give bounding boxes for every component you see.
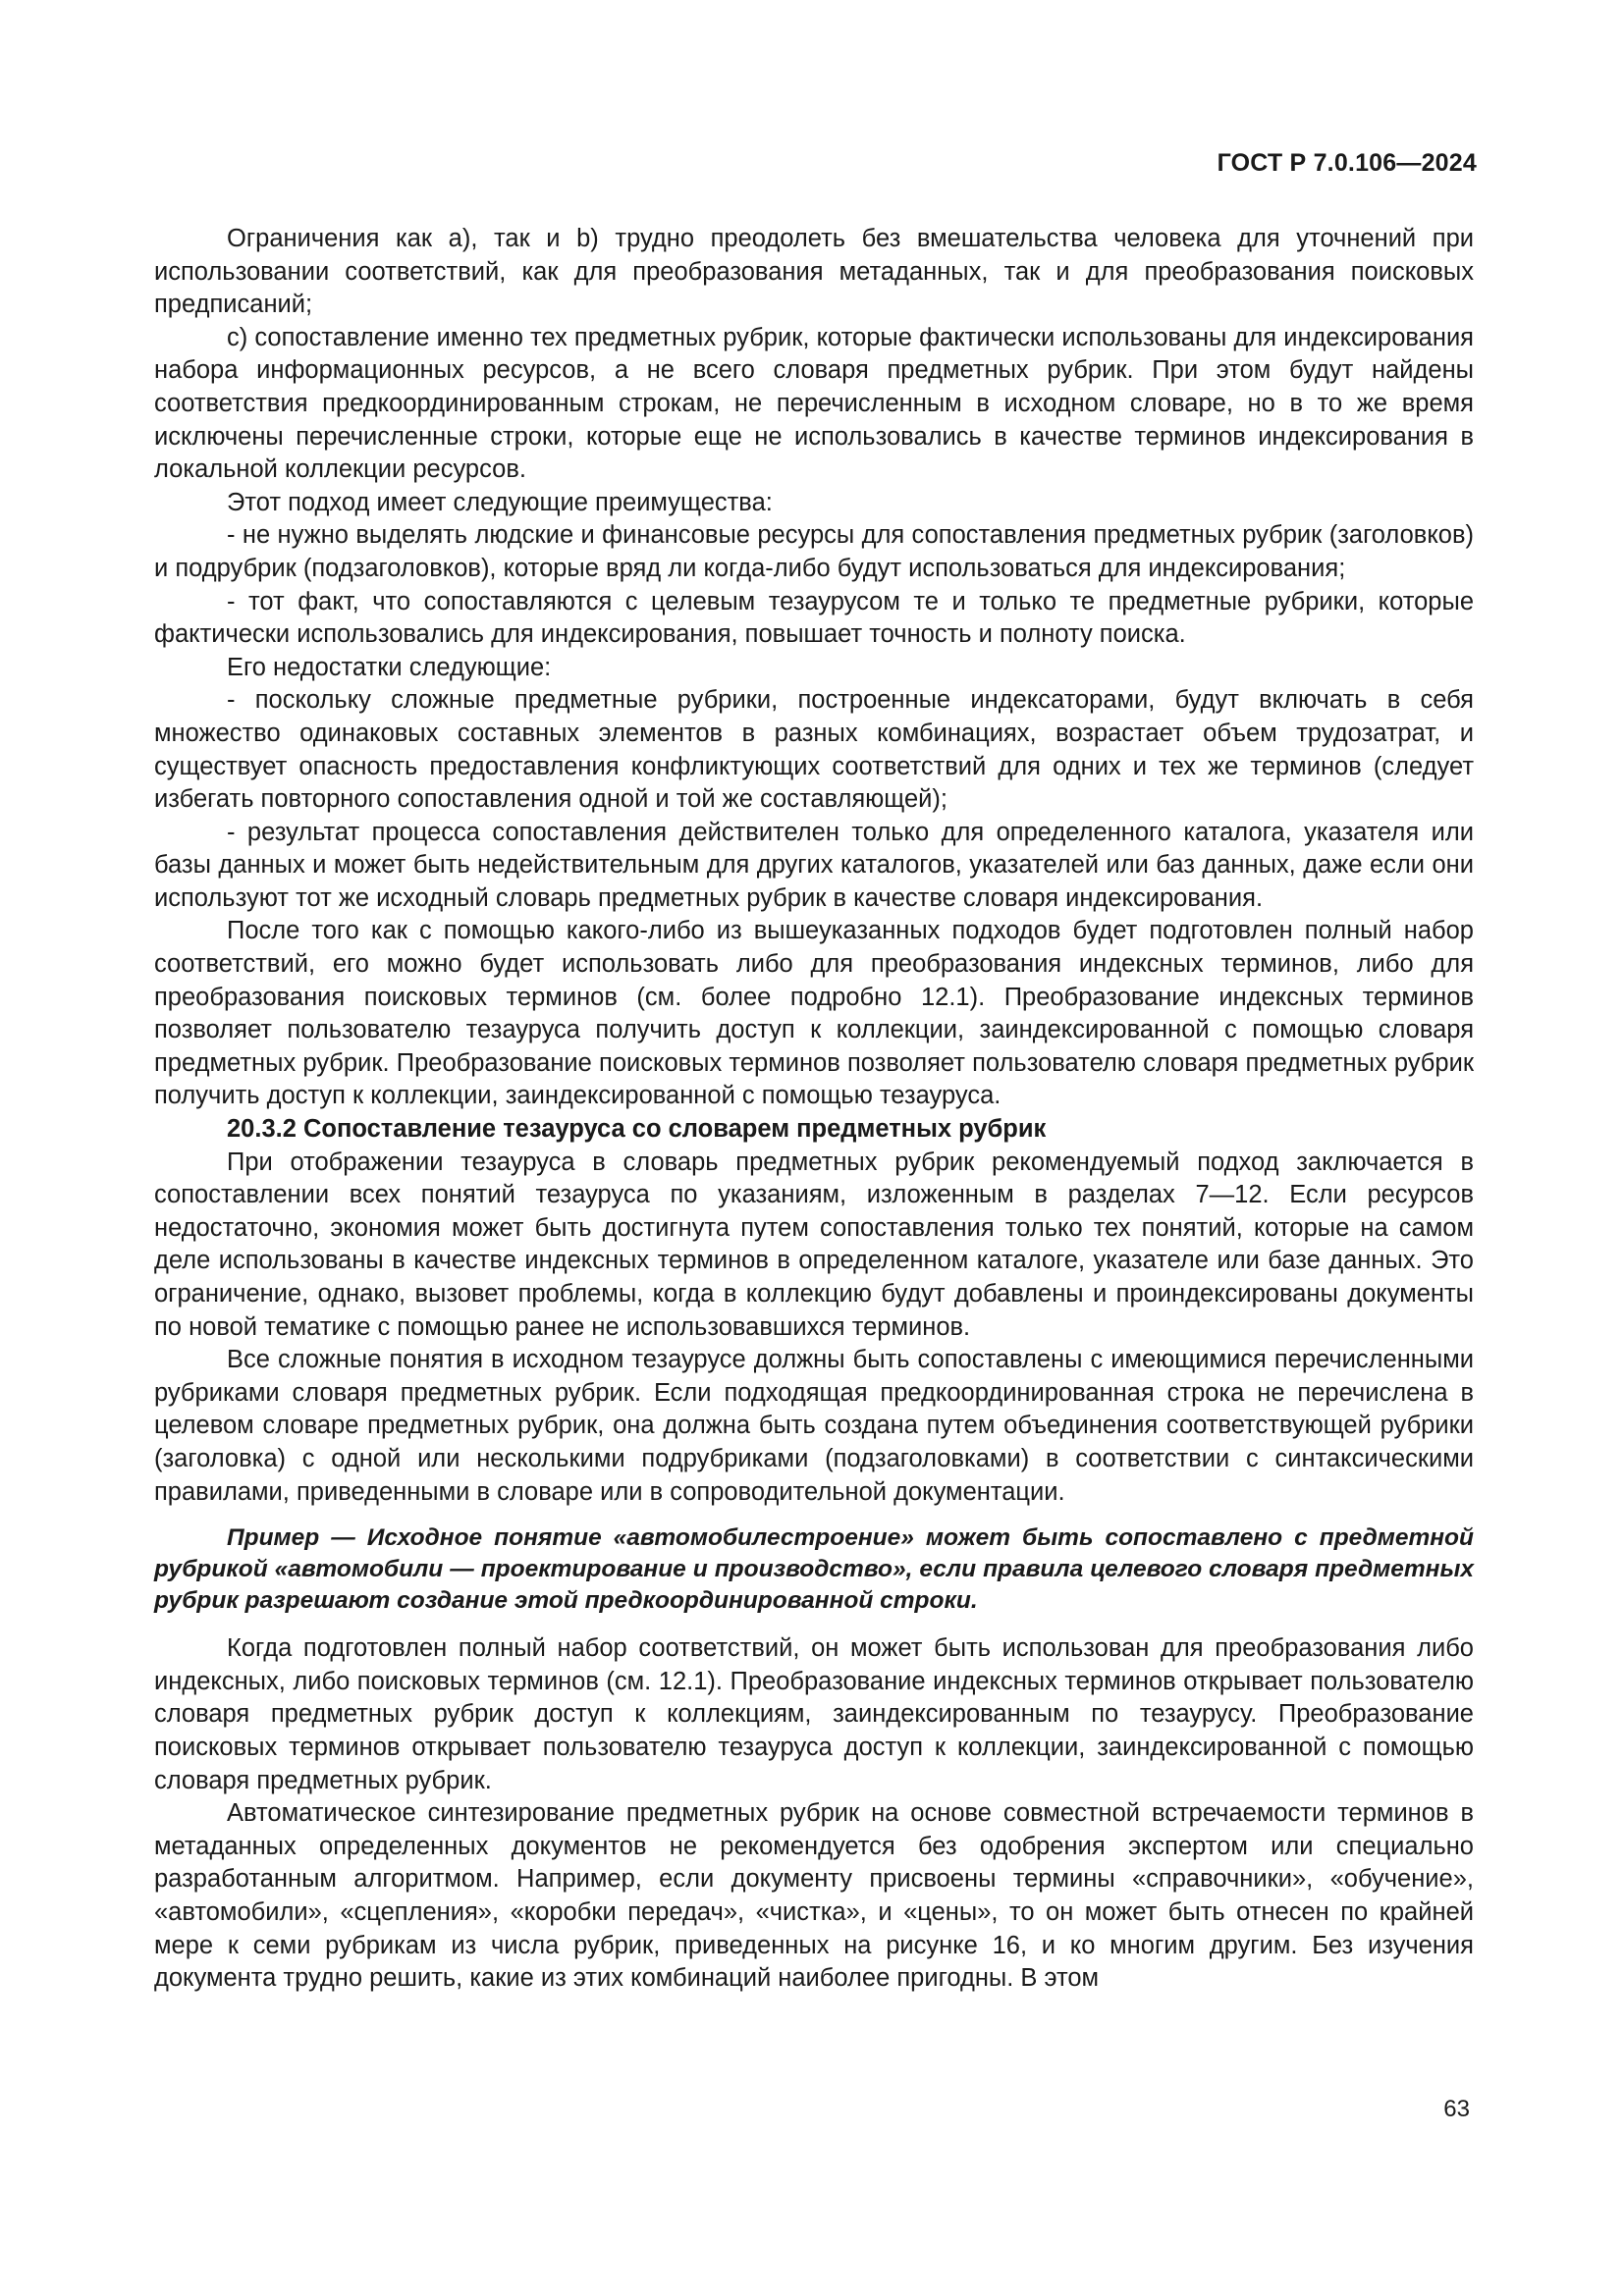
list-item: - не нужно выделять людские и финансовые ресурсы для сопоставления предметных рубрик (заголовков) и подрубрик (подзаголовков), которые вряд ли когда-либо будут использоваться для индексирования; xyxy=(154,521,1474,582)
section-heading: 20.3.2 Сопоставление тезауруса со словарем предметных рубрик xyxy=(227,1115,1047,1144)
paragraph: Этот подход имеет следующие преимущества: xyxy=(227,488,773,516)
list-item: - результат процесса сопоставления действителен только для определенного каталога, указателя или базы данных и может быть недействительным для других каталогов, указателей или баз данных, даже если они используют тот же исходный словарь предметных рубрик в качестве словаря индексирования. xyxy=(154,818,1474,912)
standard-designation: ГОСТ Р 7.0.106—2024 xyxy=(1217,149,1477,177)
paragraph: После того как с помощью какого-либо из вышеуказанных подходов будет подготовлен полный набор соответствий, его можно будет использовать либо для преобразования индексных терминов, либо для преобразования поисковых терминов (см. более подробно 12.1). Преобразование индексных терминов позволяет пользователю тезауруса получить доступ к коллекции, заиндексированной с помощью словаря предметных рубрик. Преобразование поисковых терминов позволяет пользователю словаря предметных рубрик получить доступ к коллекции, заиндексированной с помощью тезауруса. xyxy=(154,917,1474,1110)
paragraph: При отображении тезауруса в словарь предметных рубрик рекомендуемый подход заключается в сопоставлении всех понятий тезауруса по указаниям, изложенным в разделах 7—12. Если ресурсов недостаточно, экономия может быть достигнута путем сопоставления только тех понятий, которые на самом деле использованы в качестве индексных терминов в определенном каталоге, указателе или базе данных. Это ограничение, однако, вызовет проблемы, когда в коллекцию будут добавлены и проиндексированы документы по новой тематике с помощью ранее не использовавшихся терминов. xyxy=(154,1148,1474,1341)
list-item: с) сопоставление именно тех предметных рубрик, которые фактически использованы для индексирования набора информационных ресурсов, а не всего словаря предметных рубрик. При этом будут найдены соответствия предкоординированным строкам, не перечисленным в исходном словаре, но в то же время исключены перечисленные строки, которые еще не использовались в качестве терминов индексирования в локальной коллекции ресурсов. xyxy=(154,323,1474,484)
list-item: - поскольку сложные предметные рубрики, построенные индексаторами, будут включать в себя множество одинаковых составных элементов в разных комбинациях, возрастает объем трудозатрат, и существует опасность предоставления конфликтующих соответствий для одних и тех же терминов (следует избегать повторного сопоставления одной и той же составляющей); xyxy=(154,686,1474,814)
paragraph: Когда подготовлен полный набор соответствий, он может быть использован для преобразования либо индексных, либо поисковых терминов (см. 12.1). Преобразование индексных терминов открывает пользователю словаря предметных рубрик доступ к коллекциям, заиндексированным по тезаурусу. Преобразование поисковых терминов открывает пользователю тезауруса доступ к коллекции, заиндексированной с помощью словаря предметных рубрик. xyxy=(154,1634,1474,1794)
document-body xyxy=(154,223,1474,1996)
paragraph: Ограничения как а), так и b) трудно преодолеть без вмешательства человека для уточнений при использовании соответствий, как для преобразования метаданных, так и для преобразования поисковых предписаний; xyxy=(154,225,1474,319)
paragraph: Его недостатки следующие: xyxy=(227,653,552,681)
paragraph: Автоматическое синтезирование предметных рубрик на основе совместной встречаемости терминов в метаданных определенных документов не рекомендуется без одобрения экспертом или специально разработанным алгоритмом. Например, если документу присвоены термины «справочники», «обучение», «автомобили», «сцепления», «коробки передач», «чистка», и «цены», то он может быть отнесен по крайней мере к семи рубрикам из числа рубрик, приведенных на рисунке 16, и ко многим другим. Без изучения документа трудно решить, какие из этих комбинаций наиболее пригодны. В этом xyxy=(154,1799,1474,1993)
page-number: 63 xyxy=(1443,2096,1470,2122)
paragraph: Все сложные понятия в исходном тезаурусе должны быть сопоставлены с имеющимися перечисленными рубриками словаря предметных рубрик. Если подходящая предкоординированная строка не перечислена в целевом словаре предметных рубрик, она должна быть создана путем объединения соответствующей рубрики (заголовка) с одной или несколькими подрубриками (подзаголовками) в соответствии с синтаксическими правилами, приведенными в словаре или в сопроводительной документации. xyxy=(154,1346,1474,1506)
example-note: Пример — Исходное понятие «автомобилестроение» может быть сопоставлено с предметной рубрикой «автомобили — проектирование и производство», если правила целевого словаря предметных рубрик разрешают создание этой предкоординированной строки. xyxy=(154,1524,1474,1615)
list-item: - тот факт, что сопоставляются с целевым тезаурусом те и только те предметные рубрики, которые фактически использовались для индексирования, повышает точность и полноту поиска. xyxy=(154,587,1474,649)
